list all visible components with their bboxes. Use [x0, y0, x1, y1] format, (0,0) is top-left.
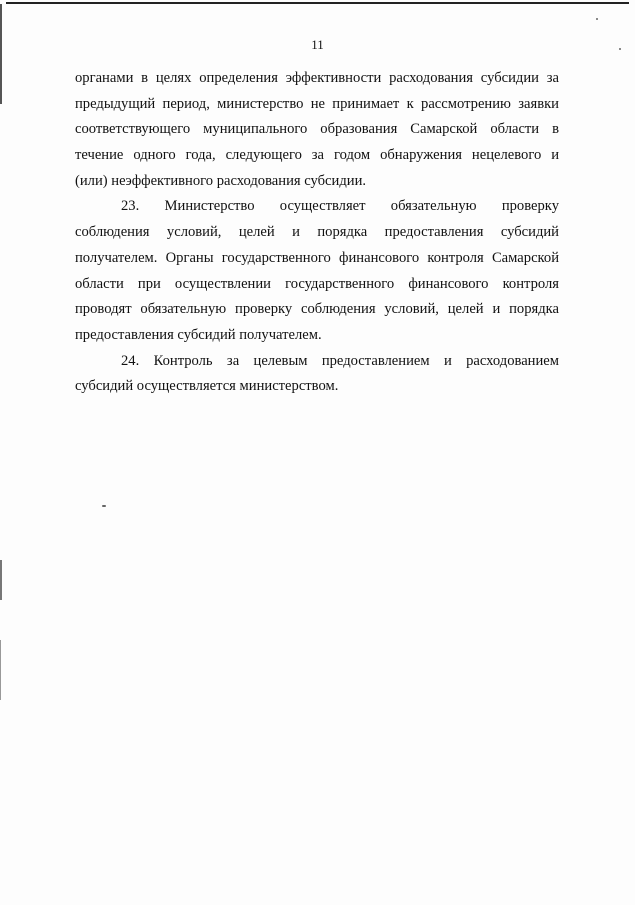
text-line: предоставления субсидий получателем.: [75, 326, 322, 343]
text-line: получателем. Органы государственного финансового контроля Самарской: [75, 249, 559, 266]
text-line: области при осуществлении государственного финансового контроля: [75, 275, 559, 292]
text-line: (или) неэффективного расходования субсидии.: [75, 172, 367, 189]
paragraph-continuation: [75, 66, 559, 194]
document-body: [75, 66, 559, 400]
paragraph-23: [75, 194, 559, 348]
text-line: течение одного года, следующего за годом обнаружения нецелевого и: [75, 147, 559, 164]
scan-left-edge: [0, 4, 2, 104]
scan-speck: [102, 505, 106, 507]
scan-left-edge-mark: [0, 560, 2, 600]
paragraph-24: [75, 349, 559, 400]
text-line: 23. Министерство осуществляет обязательную проверку: [121, 198, 559, 215]
scan-speck: [596, 18, 598, 20]
text-line: проводят обязательную проверку соблюдения условий, целей и порядка: [75, 301, 559, 318]
text-line: соблюдения условий, целей и порядка предоставления субсидий: [75, 224, 559, 241]
scan-top-edge: [6, 2, 629, 4]
page-number: 11: [311, 37, 324, 52]
text-line: 24. Контроль за целевым предоставлением и расходованием: [121, 352, 559, 369]
text-line: органами в целях определения эффективности расходования субсидии за: [75, 70, 559, 86]
scan-left-edge-mark-lower: [0, 640, 1, 700]
text-line: соответствующего муниципального образования Самарской области в: [75, 121, 559, 138]
text-line: субсидий осуществляется министерством.: [75, 378, 339, 395]
text-line: предыдущий период, министерство не принимает к рассмотрению заявки: [75, 95, 559, 112]
